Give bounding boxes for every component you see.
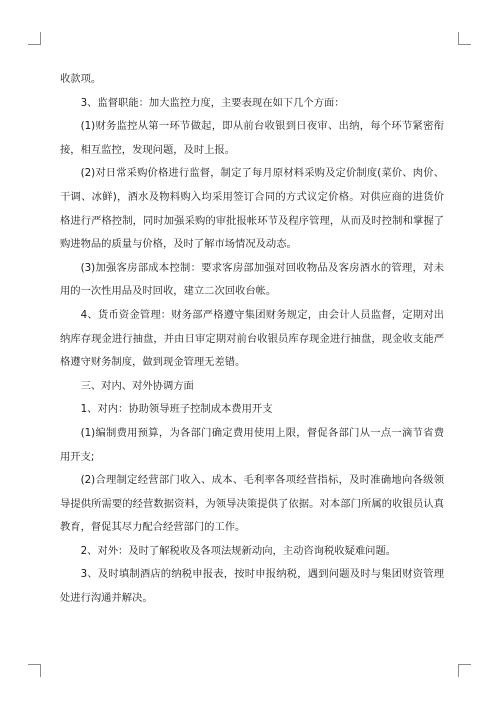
- paragraph-financial-monitoring: (1)财务监控从第一环节做起，即从前台收银到日夜审、出纳，每个环节紧密衔接，相互监控，发现问题，及时上报。: [60, 120, 444, 156]
- document-body: [60, 68, 444, 611]
- crop-mark-bottom-left: [28, 664, 41, 677]
- paragraph-cash-management: 4、货币资金管理：财务部严格遵守集团财务规定，由会计人员监督，定期对出纳库存现金进行抽盘，并由日审定期对前台收银员库存现金进行抽盘，现金收支能严格遵守财务制度，做到现金管理无差错。: [60, 308, 444, 369]
- paragraph-housekeeping-cost-control: (3)加强客房部成本控制：要求客房部加强对回收物品及客房酒水的管理，对未用的一次性用品及时回收，建立二次回收台帐。: [60, 261, 444, 298]
- paragraph-supervision-heading: 3、监督职能：加大监控力度，主要表现在如下几个方面：: [80, 96, 345, 109]
- paragraph-coordination-heading: 三、对内、对外协调方面: [80, 379, 194, 392]
- crop-mark-top-left: [28, 32, 41, 45]
- crop-mark-bottom-right: [458, 664, 471, 677]
- paragraph-budget: (1)编制费用预算，为各部门确定费用使用上限，督促各部门从一点一滴节省费用开支;: [60, 426, 444, 463]
- paragraph-tax-filing: 3、及时填制酒店的纳税申报表，按时申报纳税，遇到问题及时与集团财资管理处进行沟通并解决。: [60, 568, 444, 605]
- paragraph-external-tax: 2、对外：及时了解税收及各项法规新动向，主动咨询税收疑难问题。: [80, 544, 397, 557]
- paragraph-purchase-price-supervision: (2)对日常采购价格进行监督，制定了每月原材料采购及定价制度(菜价、肉价、干调、冰鲜)，酒水及物料购入均采用签订合同的方式议定价格。对供应商的进货价格进行严格控制，同时加强采购的审批报帐环节及程序管理，从而及时控制和掌握了购进物品的质量与价格，及时了解市场情况及动态。: [60, 167, 444, 251]
- paragraph-indicators: (2)合理制定经营部门收入、成本、毛利率各项经营指标，及时准确地向各级领导提供所需要的经营数据资料，为领导决策提供了依据。对本部门所属的收银员认真教育，督促其尽力配合经营部门的工作。: [60, 474, 444, 534]
- paragraph-continuation: 收款项。: [60, 73, 102, 85]
- paragraph-internal-heading: 1、对内：协助领导班子控制成本费用开支: [80, 403, 273, 416]
- crop-mark-top-right: [458, 32, 471, 45]
